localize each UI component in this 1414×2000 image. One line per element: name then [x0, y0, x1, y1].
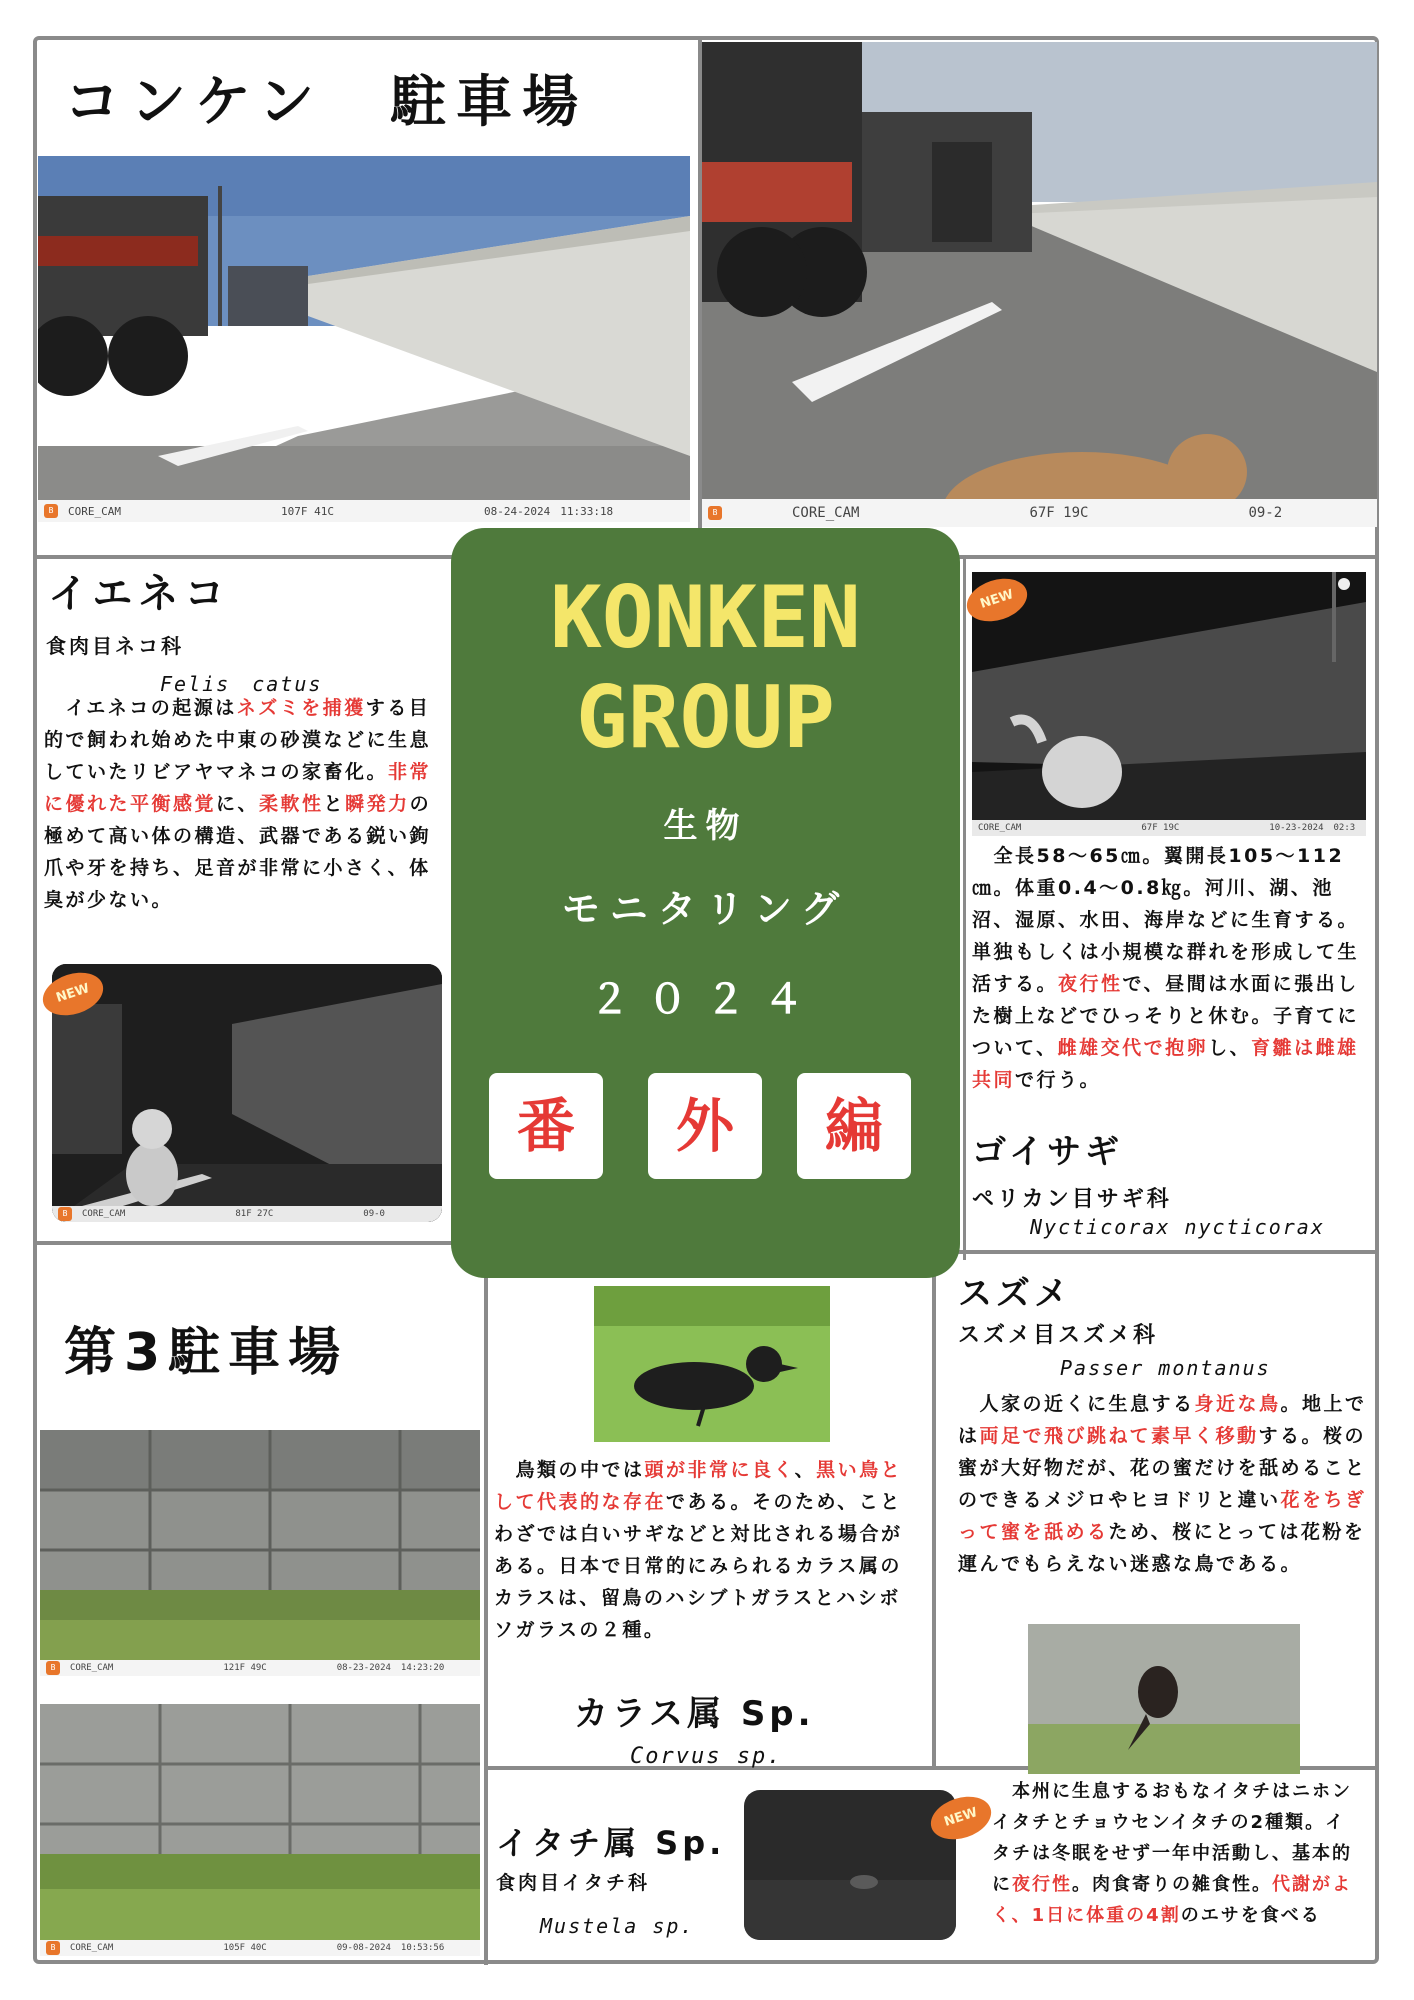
description-text: 人家の近くに生息する	[958, 1393, 1195, 1415]
camera-info-strip	[38, 500, 690, 522]
camera-model: CORE_CAM	[978, 823, 1022, 833]
cat-night-image	[52, 964, 442, 1222]
camera-time: 11:33:18	[560, 504, 614, 518]
camera-temp: 105F 40C	[223, 1943, 267, 1953]
sparrow-description	[958, 1388, 1368, 1580]
title-konken: KONKEN	[550, 568, 861, 668]
sparrow-image	[1028, 1624, 1300, 1774]
description-text: 、	[794, 1459, 817, 1481]
subtitle-year: ２０２４	[589, 977, 822, 1023]
highlight-text: 黒い鳥として代表的な存在	[494, 1459, 903, 1513]
camera-temp: 67F 19C	[1029, 505, 1089, 521]
bushnell-logo-icon: B	[708, 506, 722, 520]
new-badge: NEW	[925, 1789, 996, 1846]
description-text: 鳥類の中では	[494, 1459, 645, 1481]
camera-info-strip	[702, 499, 1377, 527]
subtitle-monitoring: モニタリング	[561, 887, 850, 931]
highlight-text: 非常に優れた平衡感覚	[44, 761, 432, 815]
cat-name: イエネコ	[48, 571, 231, 617]
divider	[932, 1262, 936, 1767]
description-text: ため、桜にとっては花粉を運んでもらえない迷惑な鳥である。	[958, 1521, 1366, 1575]
description-text: と	[323, 793, 346, 815]
section-title-lot3: 第3駐車場	[64, 1323, 349, 1383]
description-text: に、	[216, 793, 260, 815]
weasel-night-photo	[744, 1790, 956, 1940]
crow-description	[494, 1454, 912, 1646]
divider	[958, 1250, 1379, 1254]
divider	[33, 555, 453, 559]
weasel-night-image	[744, 1790, 956, 1940]
description-text: 全長58～65㎝。翼開長105～112㎝。体重0.4～0.8㎏。河川、湖、池沼、湿原、水田、海岸などに生育する。単独もしくは小規模な群れを形成して生活する。	[972, 845, 1360, 995]
description-text: 本州に生息するおもなイタチはニホンイタチとチョウセンイタチの2種類。イタチは冬眠をせず一年中活動し、基本的に	[992, 1781, 1352, 1895]
camera-model: CORE_CAM	[70, 1943, 114, 1953]
special-edition-char-3: 編	[797, 1073, 911, 1179]
cat-family: 食肉目ネコ科	[46, 634, 184, 658]
camera-temp: 81F 27C	[235, 1209, 274, 1219]
camera-info-strip	[52, 1206, 442, 1222]
sparrow-scientific-name: Passer montanus	[1060, 1356, 1271, 1380]
highlight-text: 両足で飛び跳ねて素早く移動	[979, 1425, 1259, 1447]
heron-name: ゴイサギ	[972, 1132, 1123, 1172]
description-text: である。そのため、ことわざでは白いサギなどと対比される場合がある。日本で日常的にみられるカラス属のカラスは、留鳥のハシブトガラスとハシボソガラスの２種。	[494, 1491, 903, 1641]
bushnell-logo-icon: B	[44, 504, 58, 518]
heron-night-image	[972, 572, 1366, 836]
parking-photo-2	[702, 42, 1377, 527]
camera-temp: 107F 41C	[280, 504, 334, 518]
description-text: する目的で飼われ始めた中東の砂漠などに生息していたリビアヤマネコの家畜化。	[44, 697, 432, 783]
highlight-text: 瞬発力	[345, 793, 410, 815]
heron-description	[972, 840, 1368, 1096]
camera-info-strip	[972, 820, 1366, 836]
special-edition-char-1: 番	[489, 1073, 603, 1179]
crow-scientific-name: Corvus sp.	[630, 1744, 783, 1769]
highlight-text: 育雛は雌雄共同	[972, 1037, 1359, 1091]
new-badge: NEW	[961, 571, 1032, 628]
bushnell-logo-icon: B	[58, 1207, 72, 1221]
parking-photo-1	[38, 156, 690, 522]
new-badge: NEW	[37, 965, 108, 1022]
highlight-text: 柔軟性	[259, 793, 324, 815]
heron-scientific-name: Nycticorax nycticorax	[1030, 1215, 1325, 1239]
divider	[484, 1275, 488, 1965]
sparrow-name: スズメ	[958, 1274, 1072, 1314]
camera-time: 10:53:56	[400, 1943, 445, 1953]
camera-date: 09-0	[363, 1209, 385, 1219]
highlight-text: 頭が非常に良く	[644, 1459, 795, 1481]
sparrow-photo	[1028, 1624, 1300, 1774]
lot3-photo-2	[40, 1704, 480, 1956]
sparrow-family: スズメ目スズメ科	[958, 1323, 1159, 1348]
camera-date: 08-24-2024	[483, 504, 551, 518]
weasel-family: 食肉目イタチ科	[496, 1872, 651, 1894]
description-text: のエサを食べる	[1180, 1905, 1321, 1926]
camera-time: 14:23:20	[400, 1663, 445, 1673]
description-text: の極めて高い体の構造、武器である鋭い鉤爪や牙を持ち、足音が非常に小さく、体臭が少ない。	[44, 793, 432, 911]
section-title-konken-parking: コンケン 駐車場	[64, 70, 589, 135]
lot3-scene-image-2	[40, 1704, 480, 1956]
highlight-text: 代謝がよく、1日に体重の4割	[992, 1874, 1352, 1926]
camera-date: 10-23-2024	[1269, 823, 1324, 833]
description-text: 。地上では	[958, 1393, 1367, 1447]
title-card	[451, 528, 960, 1278]
camera-model: CORE_CAM	[82, 1209, 126, 1219]
highlight-text: 夜行性	[1012, 1874, 1072, 1895]
crow-name: カラス属 Sp.	[574, 1694, 815, 1734]
heron-family: ペリカン目サギ科	[972, 1187, 1172, 1212]
weasel-name: イタチ属 Sp.	[496, 1824, 726, 1862]
camera-date: 09-2	[1248, 505, 1283, 521]
crow-image	[594, 1286, 830, 1442]
highlight-text: 夜行性	[1058, 973, 1123, 995]
camera-info-strip	[40, 1940, 480, 1956]
highlight-text: 身近な鳥	[1194, 1393, 1281, 1415]
cat-scientific-name: Felis catus	[160, 672, 323, 696]
description-text: で行う。	[1015, 1069, 1102, 1091]
divider	[33, 1241, 453, 1245]
camera-model: CORE_CAM	[792, 505, 860, 521]
divider	[963, 555, 966, 1260]
camera-model: CORE_CAM	[68, 504, 121, 518]
title-group: GROUP	[576, 668, 835, 768]
crow-photo	[594, 1286, 830, 1442]
highlight-text: 雌雄交代で抱卵	[1057, 1037, 1209, 1059]
camera-time: 02:3	[1333, 823, 1356, 833]
lot3-scene-image-1	[40, 1430, 480, 1676]
divider	[958, 555, 1379, 559]
weasel-scientific-name: Mustela sp.	[540, 1914, 695, 1938]
bushnell-logo-icon: B	[46, 1661, 60, 1675]
description-text: し、	[1208, 1037, 1252, 1059]
camera-date: 08-23-2024	[336, 1663, 391, 1673]
bushnell-logo-icon: B	[46, 1941, 60, 1955]
lot3-photo-1	[40, 1430, 480, 1676]
highlight-text: 花をちぎって蜜を舐める	[958, 1489, 1367, 1543]
parking-cat-image	[702, 42, 1377, 527]
description-text: する。桜の蜜が大好物だが、花の蜜だけを舐めることのできるメジロやヒヨドリと違い	[958, 1425, 1367, 1511]
weasel-description	[992, 1776, 1364, 1931]
camera-info-strip	[40, 1660, 480, 1676]
camera-temp: 121F 49C	[223, 1663, 267, 1673]
description-text: で、昼間は水面に張出した樹上などでひっそりと休む。子育てについて、	[972, 973, 1360, 1059]
subtitle-seibutsu: 生物	[663, 806, 748, 846]
heron-night-photo	[972, 572, 1366, 836]
description-text: イエネコの起源は	[44, 697, 237, 719]
description-text: 。肉食寄りの雑食性。	[1072, 1874, 1272, 1895]
cat-description	[44, 692, 444, 916]
parking-scene-image	[38, 156, 690, 522]
camera-date: 09-08-2024	[336, 1943, 391, 1953]
highlight-text: ネズミを捕獲	[236, 697, 366, 719]
camera-model: CORE_CAM	[70, 1663, 114, 1673]
cat-night-photo	[52, 964, 442, 1222]
special-edition-char-2: 外	[648, 1073, 762, 1179]
camera-temp: 67F 19C	[1141, 823, 1180, 833]
